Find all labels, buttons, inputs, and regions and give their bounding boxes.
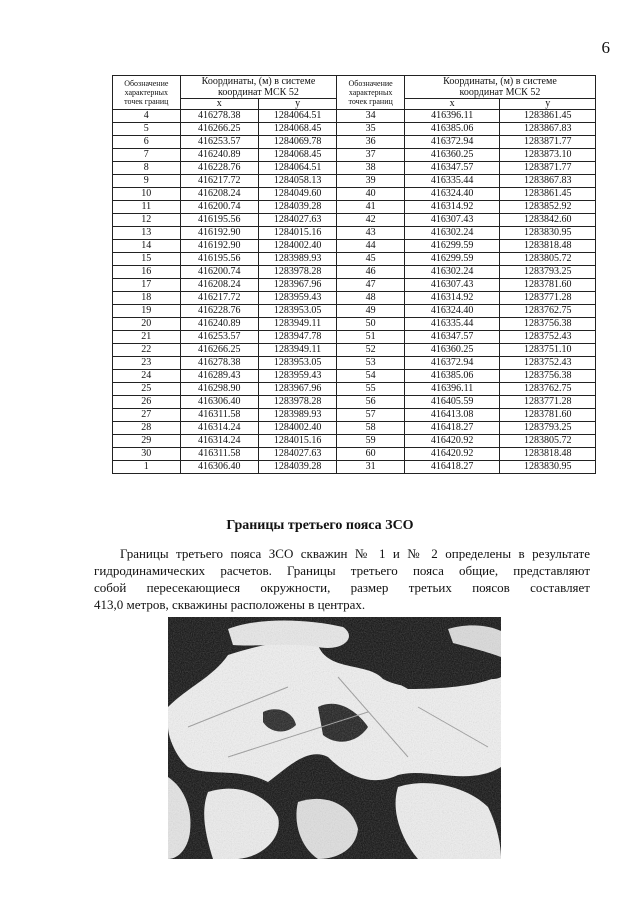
right-y-value: 1283781.60 [500,409,596,422]
left-x-value: 416200.74 [180,201,258,214]
left-y-value: 1283947.78 [258,331,336,344]
right-point-label: 47 [337,279,405,292]
right-x-value: 416347.57 [404,331,500,344]
right-y-value: 1283867.83 [500,175,596,188]
table-row [113,227,596,240]
right-x-value: 416314.92 [404,292,500,305]
right-y-value: 1283830.95 [500,461,596,474]
left-x-value: 416311.58 [180,409,258,422]
table-row [113,409,596,422]
left-point-label: 15 [113,253,181,266]
left-x-value: 416306.40 [180,461,258,474]
left-y-value: 1283967.96 [258,279,336,292]
left-y-value: 1283953.05 [258,357,336,370]
right-point-label: 34 [337,110,405,123]
table-row [113,396,596,409]
right-point-label: 48 [337,292,405,305]
table-row [113,214,596,227]
left-y-value: 1284027.63 [258,448,336,461]
table-row [113,175,596,188]
right-y-header: y [500,99,596,110]
left-coords-header: Координаты, (м) в системе координат МСК 52 [180,76,337,99]
table-row [113,240,596,253]
right-x-value: 416418.27 [404,461,500,474]
right-point-label: 35 [337,123,405,136]
left-y-value: 1284039.28 [258,201,336,214]
left-point-label: 22 [113,344,181,357]
left-y-value: 1284068.45 [258,123,336,136]
table-row [113,357,596,370]
right-x-value: 416405.59 [404,396,500,409]
right-point-label: 59 [337,435,405,448]
left-x-value: 416228.76 [180,305,258,318]
left-point-label: 17 [113,279,181,292]
left-y-header: y [258,99,336,110]
right-x-value: 416307.43 [404,279,500,292]
left-y-value: 1284002.40 [258,422,336,435]
left-y-value: 1283978.28 [258,266,336,279]
right-x-value: 416396.11 [404,383,500,396]
left-x-header: x [180,99,258,110]
left-y-value: 1284039.28 [258,461,336,474]
table-row [113,149,596,162]
right-point-label: 52 [337,344,405,357]
left-point-label: 13 [113,227,181,240]
right-x-value: 416347.57 [404,162,500,175]
left-point-label: 27 [113,409,181,422]
right-y-value: 1283871.77 [500,162,596,175]
table-row [113,292,596,305]
right-x-value: 416360.25 [404,149,500,162]
right-point-label: 40 [337,188,405,201]
left-point-label: 30 [113,448,181,461]
table-row [113,110,596,123]
right-y-value: 1283756.38 [500,318,596,331]
left-point-label: 5 [113,123,181,136]
left-point-label: 19 [113,305,181,318]
right-y-value: 1283852.92 [500,201,596,214]
left-x-value: 416200.74 [180,266,258,279]
left-y-value: 1284058.13 [258,175,336,188]
left-x-value: 416195.56 [180,214,258,227]
left-x-value: 416192.90 [180,240,258,253]
right-y-value: 1283762.75 [500,383,596,396]
satellite-map-image [168,617,501,859]
table-row [113,136,596,149]
right-y-value: 1283818.48 [500,240,596,253]
left-x-value: 416240.89 [180,318,258,331]
left-y-value: 1283953.05 [258,305,336,318]
table-row [113,383,596,396]
paragraph-line: собой пересекающиеся окружности, размер третьих поясов составляет [94,580,590,595]
right-x-value: 416418.27 [404,422,500,435]
left-x-value: 416208.24 [180,279,258,292]
right-point-label: 54 [337,370,405,383]
right-y-value: 1283793.25 [500,422,596,435]
table-row [113,448,596,461]
left-point-label: 18 [113,292,181,305]
left-y-value: 1283967.96 [258,383,336,396]
left-y-value: 1283959.43 [258,370,336,383]
table-row [113,331,596,344]
paragraph-line: гидродинамических расчетов. Границы третьего пояса общие, представляют [94,563,590,578]
left-x-value: 416289.43 [180,370,258,383]
right-y-value: 1283842.60 [500,214,596,227]
left-x-value: 416240.89 [180,149,258,162]
left-y-value: 1284064.51 [258,110,336,123]
right-y-value: 1283756.38 [500,370,596,383]
right-x-value: 416324.40 [404,305,500,318]
right-point-label: 55 [337,383,405,396]
left-y-value: 1283978.28 [258,396,336,409]
left-y-value: 1284027.63 [258,214,336,227]
left-x-value: 416253.57 [180,331,258,344]
right-x-value: 416302.24 [404,227,500,240]
left-x-value: 416253.57 [180,136,258,149]
left-x-value: 416217.72 [180,292,258,305]
left-y-value: 1284049.60 [258,188,336,201]
right-point-label: 57 [337,409,405,422]
right-y-value: 1283752.43 [500,357,596,370]
right-point-label: 42 [337,214,405,227]
left-y-value: 1284064.51 [258,162,336,175]
right-y-value: 1283762.75 [500,305,596,318]
left-x-value: 416192.90 [180,227,258,240]
right-x-header: x [404,99,500,110]
left-x-value: 416306.40 [180,396,258,409]
left-point-label: 4 [113,110,181,123]
right-x-value: 416335.44 [404,318,500,331]
left-point-label: 6 [113,136,181,149]
left-x-value: 416298.90 [180,383,258,396]
left-point-label: 10 [113,188,181,201]
left-y-value: 1284069.78 [258,136,336,149]
coordinates-table [112,75,596,474]
left-x-value: 416195.56 [180,253,258,266]
table-row [113,318,596,331]
coordinates-table-body [113,110,596,474]
right-point-label: 58 [337,422,405,435]
right-coords-header: Координаты, (м) в системе координат МСК 52 [404,76,595,99]
right-y-value: 1283771.28 [500,292,596,305]
left-point-label: 29 [113,435,181,448]
right-x-value: 416396.11 [404,110,500,123]
left-point-label: 11 [113,201,181,214]
table-row [113,461,596,474]
left-x-value: 416266.25 [180,344,258,357]
left-y-value: 1284015.16 [258,227,336,240]
table-row [113,279,596,292]
left-point-label: 14 [113,240,181,253]
section-paragraph [94,545,590,613]
left-x-value: 416314.24 [180,435,258,448]
right-label-header: Обозначение характерных точек границ [337,76,405,110]
right-point-label: 45 [337,253,405,266]
table-row [113,266,596,279]
right-y-value: 1283818.48 [500,448,596,461]
table-row [113,123,596,136]
left-point-label: 12 [113,214,181,227]
right-y-value: 1283861.45 [500,188,596,201]
right-point-label: 60 [337,448,405,461]
left-y-value: 1283989.93 [258,253,336,266]
right-point-label: 38 [337,162,405,175]
left-x-value: 416314.24 [180,422,258,435]
right-point-label: 50 [337,318,405,331]
left-y-value: 1283949.11 [258,318,336,331]
left-point-label: 20 [113,318,181,331]
table-row [113,162,596,175]
left-y-value: 1283949.11 [258,344,336,357]
right-point-label: 44 [337,240,405,253]
right-y-value: 1283771.28 [500,396,596,409]
right-x-value: 416299.59 [404,240,500,253]
right-x-value: 416360.25 [404,344,500,357]
right-x-value: 416372.94 [404,357,500,370]
left-label-header: Обозначение характерных точек границ [113,76,181,110]
left-x-value: 416217.72 [180,175,258,188]
right-point-label: 39 [337,175,405,188]
right-point-label: 41 [337,201,405,214]
right-y-value: 1283830.95 [500,227,596,240]
page-number: 6 [601,38,610,57]
left-x-value: 416278.38 [180,357,258,370]
right-y-value: 1283751.10 [500,344,596,357]
right-y-value: 1283781.60 [500,279,596,292]
left-y-value: 1284002.40 [258,240,336,253]
right-point-label: 36 [337,136,405,149]
satellite-map-graphic [168,617,501,859]
right-x-value: 416420.92 [404,448,500,461]
left-point-label: 9 [113,175,181,188]
left-point-label: 26 [113,396,181,409]
table-row [113,305,596,318]
right-y-value: 1283867.83 [500,123,596,136]
right-point-label: 51 [337,331,405,344]
right-y-value: 1283873.10 [500,149,596,162]
right-x-value: 416302.24 [404,266,500,279]
table-row [113,253,596,266]
right-x-value: 416372.94 [404,136,500,149]
right-x-value: 416335.44 [404,175,500,188]
left-x-value: 416278.38 [180,110,258,123]
right-point-label: 46 [337,266,405,279]
right-x-value: 416413.08 [404,409,500,422]
left-point-label: 25 [113,383,181,396]
paragraph-line: Границы третьего пояса ЗСО скважин № 1 и № 2 определены в результате [120,546,590,561]
left-y-value: 1283959.43 [258,292,336,305]
left-y-value: 1284015.16 [258,435,336,448]
paragraph-line: 413,0 метров, скважины расположены в центрах. [94,597,366,612]
right-x-value: 416307.43 [404,214,500,227]
left-x-value: 416228.76 [180,162,258,175]
right-x-value: 416385.06 [404,370,500,383]
right-point-label: 31 [337,461,405,474]
left-point-label: 23 [113,357,181,370]
right-x-value: 416314.92 [404,201,500,214]
right-point-label: 43 [337,227,405,240]
table-row [113,370,596,383]
table-row [113,422,596,435]
left-point-label: 8 [113,162,181,175]
right-y-value: 1283805.72 [500,435,596,448]
left-point-label: 24 [113,370,181,383]
left-x-value: 416311.58 [180,448,258,461]
table-row [113,201,596,214]
right-y-value: 1283871.77 [500,136,596,149]
right-point-label: 49 [337,305,405,318]
table-row [113,435,596,448]
left-point-label: 7 [113,149,181,162]
right-y-value: 1283861.45 [500,110,596,123]
left-point-label: 1 [113,461,181,474]
right-x-value: 416324.40 [404,188,500,201]
left-x-value: 416208.24 [180,188,258,201]
right-y-value: 1283752.43 [500,331,596,344]
left-y-value: 1284068.45 [258,149,336,162]
section-title: Границы третьего пояса ЗСО [226,518,414,533]
right-point-label: 56 [337,396,405,409]
table-row [113,188,596,201]
right-x-value: 416420.92 [404,435,500,448]
left-point-label: 16 [113,266,181,279]
right-point-label: 37 [337,149,405,162]
left-point-label: 28 [113,422,181,435]
table-row [113,344,596,357]
left-point-label: 21 [113,331,181,344]
right-y-value: 1283793.25 [500,266,596,279]
left-x-value: 416266.25 [180,123,258,136]
right-x-value: 416385.06 [404,123,500,136]
left-y-value: 1283989.93 [258,409,336,422]
right-point-label: 53 [337,357,405,370]
right-x-value: 416299.59 [404,253,500,266]
right-y-value: 1283805.72 [500,253,596,266]
